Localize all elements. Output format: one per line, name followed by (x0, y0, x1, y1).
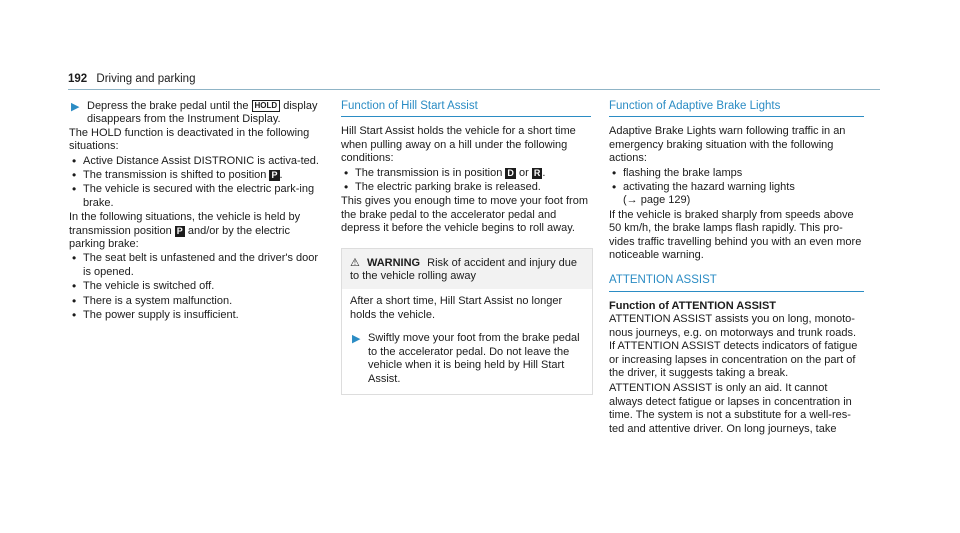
warning-box (341, 248, 593, 395)
list-item: • The transmission is in position D or R . (341, 167, 591, 180)
position-r-icon: R (533, 167, 541, 178)
step-arrow-icon: ▶ (71, 101, 80, 113)
warning-label: WARNING (366, 256, 421, 269)
paragraph: In the following situations, the vehicle is held by transmission position P and/or by the electric parking brake: (69, 211, 301, 251)
warning-body (342, 289, 592, 393)
hold-symbol-icon: HOLD (252, 100, 281, 112)
paragraph: This gives you enough time to move your foot from the brake pedal to the accelerator pedal and depress it before the vehicle begins to roll away. (341, 195, 589, 235)
paragraph: ATTENTION ASSIST is only an aid. It cannot always detect fatigue or lapses in concentration in time. The system is not a substitute for a well-res-ted and attentive driver. On long journeys, take (609, 382, 852, 435)
section-title: ATTENTION ASSIST (609, 274, 864, 291)
section-name: Driving and parking (96, 73, 196, 85)
warning-triangle-icon: ⚠ (350, 256, 360, 269)
paragraph: Hill Start Assist holds the vehicle for a short time when pulling away on a hill under the following conditions: (341, 125, 576, 165)
column-3 (609, 100, 864, 436)
section-title: Function of Adaptive Brake Lights (609, 100, 864, 117)
warning-header (342, 249, 592, 290)
bullet-list (69, 155, 319, 211)
warning-text: Risk of accident and injury due to the vehicle rolling away (350, 256, 577, 283)
step-arrow-icon: ▶ (352, 333, 361, 346)
list-item: • Active Distance Assist DISTRONIC is activa-ted. (69, 155, 319, 168)
page-number: 192 (68, 73, 88, 85)
list-item: • The seat belt is unfastened and the driver's door is opened. (69, 252, 319, 279)
column-1 (69, 100, 319, 324)
instruction-step: ▶ Swiftly move your foot from the brake pedal to the accelerator pedal. Do not leave the vehicle when it is being held by Hill Start Assist. (352, 332, 580, 385)
column-2 (341, 100, 591, 395)
paragraph: The HOLD function is deactivated in the following situations: (69, 126, 310, 153)
bullet-list (609, 167, 864, 208)
position-d-icon: D (507, 167, 514, 178)
bullet-list (341, 167, 591, 195)
page-header (68, 73, 195, 85)
position-p-icon: P (271, 170, 278, 181)
bullet-list (69, 252, 319, 322)
list-item: • The transmission is shifted to position P . (69, 169, 319, 182)
paragraph: ATTENTION ASSIST assists you on long, monoto-nous journeys, e.g. on motorways and trunk roads. If ATTENTION ASSIST detects indicators of fatigue or increasing lapses in concentration on the part of the driver, it suggests taking a break. (609, 313, 858, 379)
list-item: • The vehicle is secured with the electric park-ing brake. (69, 183, 319, 210)
subheading: Function of ATTENTION ASSIST (609, 299, 777, 312)
position-p-icon: P (176, 225, 183, 236)
list-item: • activating the hazard warning lights (→ page 129) (609, 181, 864, 208)
header-rule (68, 89, 880, 90)
paragraph: If the vehicle is braked sharply from speeds above 50 km/h, the brake lamps flash rapidly. This pro-vides traffic travelling behind you with an even more noticeable warning. (609, 208, 862, 262)
list-item: • There is a system malfunction. (69, 295, 319, 308)
list-item: • The electric parking brake is released. (341, 181, 591, 194)
page-reference-link[interactable]: (→ page 129) (623, 194, 691, 207)
paragraph: After a short time, Hill Start Assist no longer holds the vehicle. (350, 295, 563, 321)
list-item: • The power supply is insufficient. (69, 309, 319, 322)
list-item: • flashing the brake lamps (609, 167, 864, 180)
instruction-step: ▶ Depress the brake pedal until the HOLD display disappears from the Instrument Display. (71, 100, 318, 126)
list-item: • The vehicle is switched off. (69, 280, 319, 293)
section-title: Function of Hill Start Assist (341, 100, 591, 117)
paragraph: Adaptive Brake Lights warn following traffic in an emergency braking situation with the following actions: (609, 125, 846, 165)
